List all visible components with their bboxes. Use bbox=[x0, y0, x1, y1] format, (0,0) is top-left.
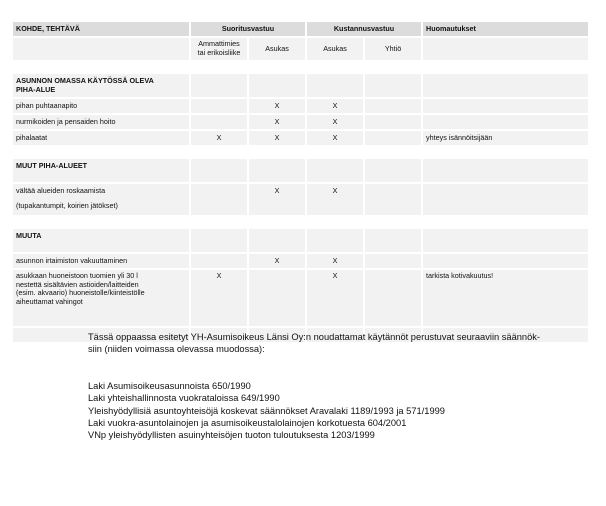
task-cell bbox=[13, 115, 191, 131]
empty-cell bbox=[249, 74, 307, 99]
spacer-cell bbox=[423, 62, 588, 74]
note-cell: yhteys isännöitsijään bbox=[423, 131, 588, 147]
empty-cell bbox=[365, 74, 423, 99]
table-row bbox=[13, 270, 588, 328]
spacer-cell bbox=[13, 217, 191, 229]
section-title-row bbox=[13, 159, 588, 184]
table-row bbox=[13, 254, 588, 270]
empty-cell bbox=[307, 159, 365, 184]
subheader-professional-line: tai erikoisliike bbox=[197, 48, 241, 57]
section-title-row bbox=[13, 229, 588, 254]
pro-mark bbox=[191, 254, 249, 270]
task-cell bbox=[13, 131, 191, 147]
spacer-cell bbox=[249, 217, 307, 229]
task-cell bbox=[13, 270, 191, 328]
company-mark bbox=[365, 115, 423, 131]
company-mark bbox=[365, 184, 423, 217]
rescost-mark: X bbox=[307, 184, 365, 217]
empty-cell bbox=[365, 159, 423, 184]
task-line: vältää alueiden roskaamista bbox=[16, 186, 106, 195]
rescost-mark: X bbox=[307, 131, 365, 147]
company-mark bbox=[365, 270, 423, 328]
spacer-cell bbox=[13, 147, 191, 159]
law-item: Laki Asumisoikeusasunnoista 650/1990 bbox=[88, 380, 251, 391]
law-item: Yleishyödyllisiä asuntoyhteisöjä koskevat säännökset Aravalaki 1189/1993 ja 571/1999 bbox=[88, 405, 445, 416]
spacer-cell bbox=[191, 62, 249, 74]
subheader-empty bbox=[13, 38, 191, 62]
note-cell bbox=[423, 254, 588, 270]
rescost-mark: X bbox=[307, 270, 365, 328]
spacer-cell bbox=[423, 147, 588, 159]
header-notes: Huomautukset bbox=[423, 22, 588, 38]
empty-cell bbox=[307, 229, 365, 254]
spacer-cell bbox=[249, 62, 307, 74]
empty-cell bbox=[423, 74, 588, 99]
table-row bbox=[13, 184, 588, 217]
company-mark bbox=[365, 254, 423, 270]
subheader-empty bbox=[423, 38, 588, 62]
empty-cell bbox=[365, 229, 423, 254]
pro-mark: X bbox=[191, 270, 249, 328]
subheader-resident-performance: Asukas bbox=[249, 38, 307, 62]
header-cost-responsibility: Kustannusvastuu bbox=[307, 22, 423, 38]
table-header-row bbox=[13, 22, 588, 38]
empty-cell bbox=[249, 229, 307, 254]
spacer-cell bbox=[249, 147, 307, 159]
task-line: (esim. akvaario) huoneistolle/kiinteistölle bbox=[16, 288, 145, 298]
spacer-cell bbox=[365, 62, 423, 74]
spacer-cell bbox=[307, 217, 365, 229]
table-row bbox=[13, 131, 588, 147]
section-title bbox=[13, 229, 191, 254]
res-mark: X bbox=[249, 184, 307, 217]
spacer-cell bbox=[13, 62, 191, 74]
spacer-row bbox=[13, 62, 588, 74]
table-row bbox=[13, 99, 588, 115]
pro-mark bbox=[191, 184, 249, 217]
empty-cell bbox=[307, 74, 365, 99]
company-mark bbox=[365, 131, 423, 147]
pro-mark bbox=[191, 99, 249, 115]
section-title-line: ASUNNON OMASSA KÄYTÖSSÄ OLEVA bbox=[16, 76, 154, 85]
res-mark: X bbox=[249, 99, 307, 115]
task-line: nestettä sisältävien astioiden/laitteiden bbox=[16, 279, 139, 289]
spacer-cell bbox=[307, 147, 365, 159]
empty-cell bbox=[249, 159, 307, 184]
spacer-row bbox=[13, 217, 588, 229]
company-mark bbox=[365, 99, 423, 115]
note-cell bbox=[423, 115, 588, 131]
task-line: (tupakantumpit, koirien jätökset) bbox=[16, 200, 118, 210]
task-line: pihalaatat bbox=[16, 132, 48, 142]
spacer-row bbox=[13, 147, 588, 159]
empty-cell bbox=[191, 74, 249, 99]
task-cell bbox=[13, 184, 191, 217]
res-mark: X bbox=[249, 254, 307, 270]
section-title-line: MUUTA bbox=[16, 231, 42, 240]
rescost-mark: X bbox=[307, 254, 365, 270]
subheader-company: Yhtiö bbox=[365, 38, 423, 62]
section-title bbox=[13, 74, 191, 99]
res-mark bbox=[249, 270, 307, 328]
task-line: nurmikoiden ja pensaiden hoito bbox=[16, 116, 116, 126]
subheader-professional-line: Ammattimies bbox=[198, 39, 240, 49]
note-cell: tarkista kotivakuutus! bbox=[423, 270, 588, 328]
empty-cell bbox=[191, 229, 249, 254]
subheader-professional bbox=[191, 38, 249, 62]
section-title-row bbox=[13, 74, 588, 99]
section-title-line: MUUT PIHA-ALUEET bbox=[16, 161, 88, 170]
law-item: VNp yleishyödyllisten asuinyhteisöjen tuoton tuloutuksesta 1203/1999 bbox=[88, 430, 375, 441]
task-line: pihan puhtaanapito bbox=[16, 100, 78, 110]
table-row bbox=[13, 115, 588, 131]
subheader-resident-cost: Asukas bbox=[307, 38, 365, 62]
res-mark: X bbox=[249, 131, 307, 147]
empty-cell bbox=[423, 229, 588, 254]
section-title-line: PIHA-ALUE bbox=[16, 84, 56, 94]
responsibility-table bbox=[13, 22, 588, 344]
spacer-cell bbox=[365, 147, 423, 159]
task-cell bbox=[13, 99, 191, 115]
rescost-mark: X bbox=[307, 115, 365, 131]
spacer-cell bbox=[307, 62, 365, 74]
spacer-cell bbox=[423, 217, 588, 229]
task-line: asukkaan huoneistoon tuomien yli 30 l bbox=[16, 271, 138, 280]
header-performance-responsibility: Suoritusvastuu bbox=[191, 22, 307, 38]
task-line: aiheuttamat vahingot bbox=[16, 296, 83, 306]
spacer-cell bbox=[191, 147, 249, 159]
intro-line: Tässä oppaassa esitetyt YH-Asumisoikeus Länsi Oy:n noudattamat käytännöt perustuvat seuraaviin säännök- bbox=[88, 332, 541, 342]
intro-line: siin (niiden voimassa olevassa muodossa): bbox=[88, 344, 265, 355]
task-line: asunnon irtaimiston vakuuttaminen bbox=[16, 255, 128, 265]
table-subheader-row bbox=[13, 38, 588, 62]
pro-mark: X bbox=[191, 131, 249, 147]
law-item: Laki yhteishallinnosta vuokrataloissa 649/1990 bbox=[88, 393, 280, 404]
spacer-cell bbox=[191, 217, 249, 229]
task-cell bbox=[13, 254, 191, 270]
note-cell bbox=[423, 99, 588, 115]
header-task: KOHDE, TEHTÄVÄ bbox=[13, 22, 191, 38]
pro-mark bbox=[191, 115, 249, 131]
rescost-mark: X bbox=[307, 99, 365, 115]
note-cell bbox=[423, 184, 588, 217]
res-mark: X bbox=[249, 115, 307, 131]
legal-basis-text bbox=[88, 331, 588, 442]
empty-cell bbox=[191, 159, 249, 184]
law-item: Laki vuokra-asuntolainojen ja asumisoikeustalolainojen korkotuesta 604/2001 bbox=[88, 418, 407, 429]
spacer-cell bbox=[365, 217, 423, 229]
section-title bbox=[13, 159, 191, 184]
empty-cell bbox=[423, 159, 588, 184]
